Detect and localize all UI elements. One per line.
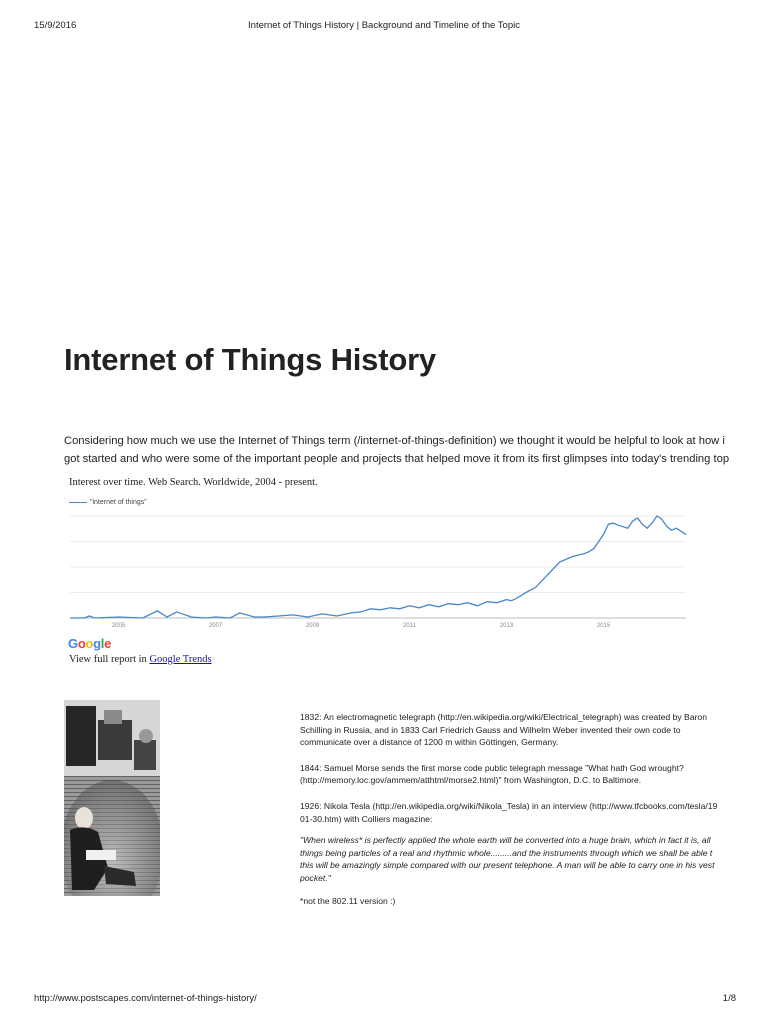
trends-legend: [69, 499, 147, 506]
google-logo-letter: g: [93, 636, 101, 651]
timeline-line: 1832: An electromagnetic telegraph (http://en.wikipedia.org/wiki/Electrical_telegraph) was created by Baron: [300, 712, 707, 722]
intro-line: Considering how much we use the Internet of Things term (/internet-of-things-definition) we thought it would be helpful to look at how i: [64, 435, 725, 447]
chart-grid: [70, 516, 686, 618]
quote-line: "When wireless* is perfectly applied the whole earth will be converted into a huge brain, which in fact it is, all: [300, 835, 711, 846]
legend-swatch: [69, 502, 87, 503]
quote-line: this will be amazingly simple compared with our present telephone. A man will be able to carry one in his vest: [300, 860, 715, 871]
tesla-quote: [300, 834, 736, 884]
chart-x-ticks: [112, 623, 611, 629]
legend-label: "internet of things": [90, 499, 147, 506]
google-logo: [68, 636, 111, 651]
x-tick-label: 2013: [499, 623, 514, 629]
timeline-line: 1844: Samuel Morse sends the first morse code public telegraph message "What hath God wrought?: [300, 762, 684, 773]
timeline-line: 01-30.htm) with Colliers magazine:: [300, 813, 433, 824]
google-trends-link[interactable]: Google Trends: [149, 654, 212, 665]
print-page-title: Internet of Things History | Background and Timeline of the Topic: [248, 20, 520, 31]
x-tick-label: 2007: [208, 623, 223, 629]
x-tick-label: 2009: [305, 623, 320, 629]
trends-report-line: [69, 654, 212, 665]
intro-line: got started and who were some of the important people and projects that helped move it from its first glimpses into today's trending top: [64, 453, 730, 465]
quote-line: pocket.": [300, 872, 331, 883]
timeline-line: (http://memory.loc.gov/ammem/atthtml/morse2.html)" from Washington, D.C. to Baltimore.: [300, 775, 642, 786]
trends-line-chart: [64, 508, 694, 632]
footnote: *not the 802.11 version :): [300, 895, 396, 906]
google-logo-letter: G: [68, 636, 78, 651]
timeline-entry-1926: [300, 800, 736, 825]
trends-report-prefix: View full report in: [69, 654, 150, 665]
tesla-photo: [64, 700, 160, 896]
x-tick-label: 2005: [111, 623, 126, 629]
print-url: http://www.postscapes.com/internet-of-things-history/: [34, 993, 257, 1004]
timeline-section: [300, 711, 736, 907]
intro-paragraph: [64, 432, 736, 468]
page-title: Internet of Things History: [64, 342, 436, 377]
trends-caption: Interest over time. Web Search. Worldwide, 2004 - present.: [69, 477, 318, 488]
timeline-entry-1832: [300, 711, 736, 749]
print-header: [0, 20, 768, 34]
x-tick-label: 2015: [596, 623, 611, 629]
google-logo-letter: o: [85, 636, 94, 651]
print-page-number: 1/8: [722, 993, 736, 1004]
print-date: 15/9/2016: [34, 20, 77, 31]
timeline-entry-1844: [300, 762, 736, 787]
x-tick-label: 2011: [403, 623, 416, 629]
print-footer: [0, 993, 768, 1007]
google-logo-letter: e: [104, 636, 112, 651]
google-logo-letter: l: [100, 636, 105, 651]
timeline-line: communicate over a distance of 1200 m within Göttingen, Germany.: [300, 737, 559, 748]
google-logo-letter: o: [77, 636, 86, 651]
quote-line: things being particles of a real and rhythmic whole.........and the instruments through which we shall be able t: [300, 847, 713, 858]
timeline-line: Schilling in Russia, and in 1833 Carl Friedrich Gauss and Wilhelm Weber invented their own code to: [300, 724, 681, 735]
timeline-line: 1926: Nikola Tesla (http://en.wikipedia.org/wiki/Nikola_Tesla) in an interview (http://www.tfcbooks.com/tesla/19: [300, 800, 718, 811]
